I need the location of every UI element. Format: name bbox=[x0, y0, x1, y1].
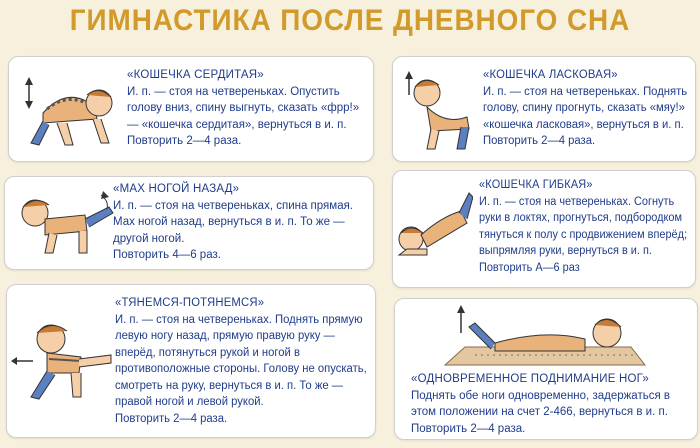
card-text-line: И. п. — стоя на четвереньках, спина прямая. bbox=[113, 199, 354, 212]
card-text-line: противоположные стороны. Голову не опускать, bbox=[115, 363, 367, 375]
exercise-card-angry-cat bbox=[8, 56, 374, 162]
card-heading: «ОДНОВРЕМЕННОЕ ПОДНИМАНИЕ НОГ» bbox=[411, 373, 649, 385]
card-text-line: И. п. — стоя на четвереньках. Поднять bbox=[483, 85, 688, 98]
exercise-card-leg-raise bbox=[394, 298, 698, 440]
child-gentle-cat-illustration bbox=[397, 65, 481, 155]
exercise-card-gentle-cat bbox=[392, 56, 696, 162]
card-text-line: выпрямляя руки, вернуться в и. п. bbox=[479, 245, 652, 257]
card-text-line: тянуться к полу с продвижением вперёд; bbox=[479, 228, 688, 241]
card-text-line: руки в локтях, прогнуться, подбородком bbox=[479, 212, 682, 224]
card-text-line: левую ногу назад, прямую правую руку — bbox=[115, 330, 335, 342]
card-text-line: Повторить 2—4 раза. bbox=[115, 412, 228, 425]
card-text-line: голову, спину прогнуть, сказать «мяу!» bbox=[483, 102, 685, 114]
card-text-line: голову вниз, спину выгнуть, сказать «фрр!» bbox=[127, 102, 360, 114]
page-title: ГИМНАСТИКА ПОСЛЕ ДНЕВНОГО СНА bbox=[69, 4, 631, 37]
card-text-line: этом положении на счет 2-466, вернуться в и. п. bbox=[411, 406, 668, 418]
card-text-line: другой ногой. bbox=[113, 232, 185, 245]
card-text-line: И. п. — стоя на четвереньках. Согнуть bbox=[479, 195, 675, 208]
card-text-line: Повторить 4—6 раз. bbox=[113, 249, 221, 261]
card-text-line: — «кошечка сердитая», вернуться в и. п. bbox=[127, 118, 347, 131]
card-text-line: правой ногой и левой рукой. bbox=[115, 396, 264, 408]
card-heading: «КОШЕЧКА ЛАСКОВАЯ» bbox=[483, 69, 618, 81]
card-text-line: смотреть на руку, вернуться в и. п. То же — bbox=[115, 379, 344, 392]
card-text-line: Повторить А—6 раз bbox=[479, 261, 580, 274]
card-text-line: Повторить 2—4 раза. bbox=[127, 135, 242, 147]
exercise-card-stretch bbox=[6, 284, 376, 438]
card-text-line: И. п. — стоя на четвереньках. Опустить bbox=[127, 85, 340, 98]
card-text-line: Повторить 2—4 раза. bbox=[411, 422, 526, 435]
card-text-line: Повторить 2—4 раза. bbox=[483, 135, 596, 147]
card-heading: «КОШЕЧКА ГИБКАЯ» bbox=[479, 179, 593, 191]
exercise-card-flexible-cat bbox=[392, 170, 696, 288]
child-flexible-cat-illustration bbox=[397, 189, 473, 269]
child-leg-raise-illustration bbox=[435, 303, 655, 369]
card-text-line: И. п. — стоя на четвереньках. Поднять прямую bbox=[115, 313, 363, 326]
card-text-line: «кошечка ласковая», вернуться в и. п. bbox=[483, 118, 684, 131]
exercise-card-leg-swing bbox=[4, 176, 374, 270]
child-leg-swing-illustration bbox=[9, 183, 117, 263]
child-stretch-illustration bbox=[11, 313, 115, 413]
card-text-line: Мах ногой назад, вернуться в и. п. То же — bbox=[113, 216, 345, 228]
card-heading: «ТЯНЕМСЯ-ПОТЯНЕМСЯ» bbox=[115, 297, 265, 309]
card-heading: «МАХ НОГОЙ НАЗАД» bbox=[113, 183, 240, 195]
child-angry-cat-illustration bbox=[13, 63, 125, 155]
card-text-line: вперёд, потянуться рукой и ногой в bbox=[115, 346, 300, 359]
card-text-line: Поднять обе ноги одновременно, задержаться в bbox=[411, 389, 670, 402]
card-heading: «КОШЕЧКА СЕРДИТАЯ» bbox=[127, 69, 264, 81]
